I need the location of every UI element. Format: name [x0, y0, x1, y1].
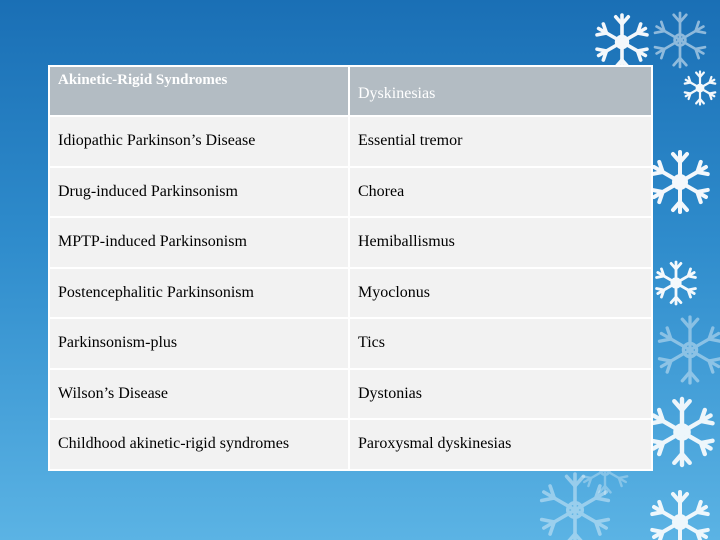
table-row [49, 116, 652, 167]
header-dyskinesias: Dyskinesias [349, 66, 652, 116]
dyskinesia-cell: Paroxysmal dyskinesias [349, 419, 652, 470]
akinetic-rigid-cell: Childhood akinetic-rigid syndromes [49, 419, 349, 470]
table-row [49, 369, 652, 420]
syndromes-table [48, 65, 653, 471]
dyskinesia-cell: Essential tremor [349, 116, 652, 167]
snowflake-icon [658, 317, 720, 383]
akinetic-rigid-cell: Drug-induced Parkinsonism [49, 167, 349, 218]
dyskinesia-cell: Myoclonus [349, 268, 652, 319]
table-row [49, 318, 652, 369]
table-row [49, 419, 652, 470]
akinetic-rigid-cell: Parkinsonism-plus [49, 318, 349, 369]
akinetic-rigid-cell: Wilson’s Disease [49, 369, 349, 420]
akinetic-rigid-cell: Idiopathic Parkinson’s Disease [49, 116, 349, 167]
dyskinesia-cell: Hemiballismus [349, 217, 652, 268]
snowflake-icon [540, 474, 611, 540]
dyskinesia-cell: Tics [349, 318, 652, 369]
table-row [49, 167, 652, 218]
snowflake-icon [684, 72, 716, 105]
snowflake-icon [650, 399, 715, 465]
table-header-row [49, 66, 652, 116]
snowflake-icon [595, 15, 648, 69]
dyskinesia-cell: Chorea [349, 167, 652, 218]
table-row [49, 268, 652, 319]
dyskinesia-cell: Dystonias [349, 369, 652, 420]
snowflake-icon [653, 13, 706, 67]
header-akinetic-rigid: Akinetic-Rigid Syndromes [49, 66, 349, 116]
table-row [49, 217, 652, 268]
snowflake-icon [655, 262, 696, 304]
akinetic-rigid-cell: Postencephalitic Parkinsonism [49, 268, 349, 319]
akinetic-rigid-cell: MPTP-induced Parkinsonism [49, 217, 349, 268]
snowflake-icon [651, 492, 710, 540]
snowflake-icon [651, 152, 710, 212]
